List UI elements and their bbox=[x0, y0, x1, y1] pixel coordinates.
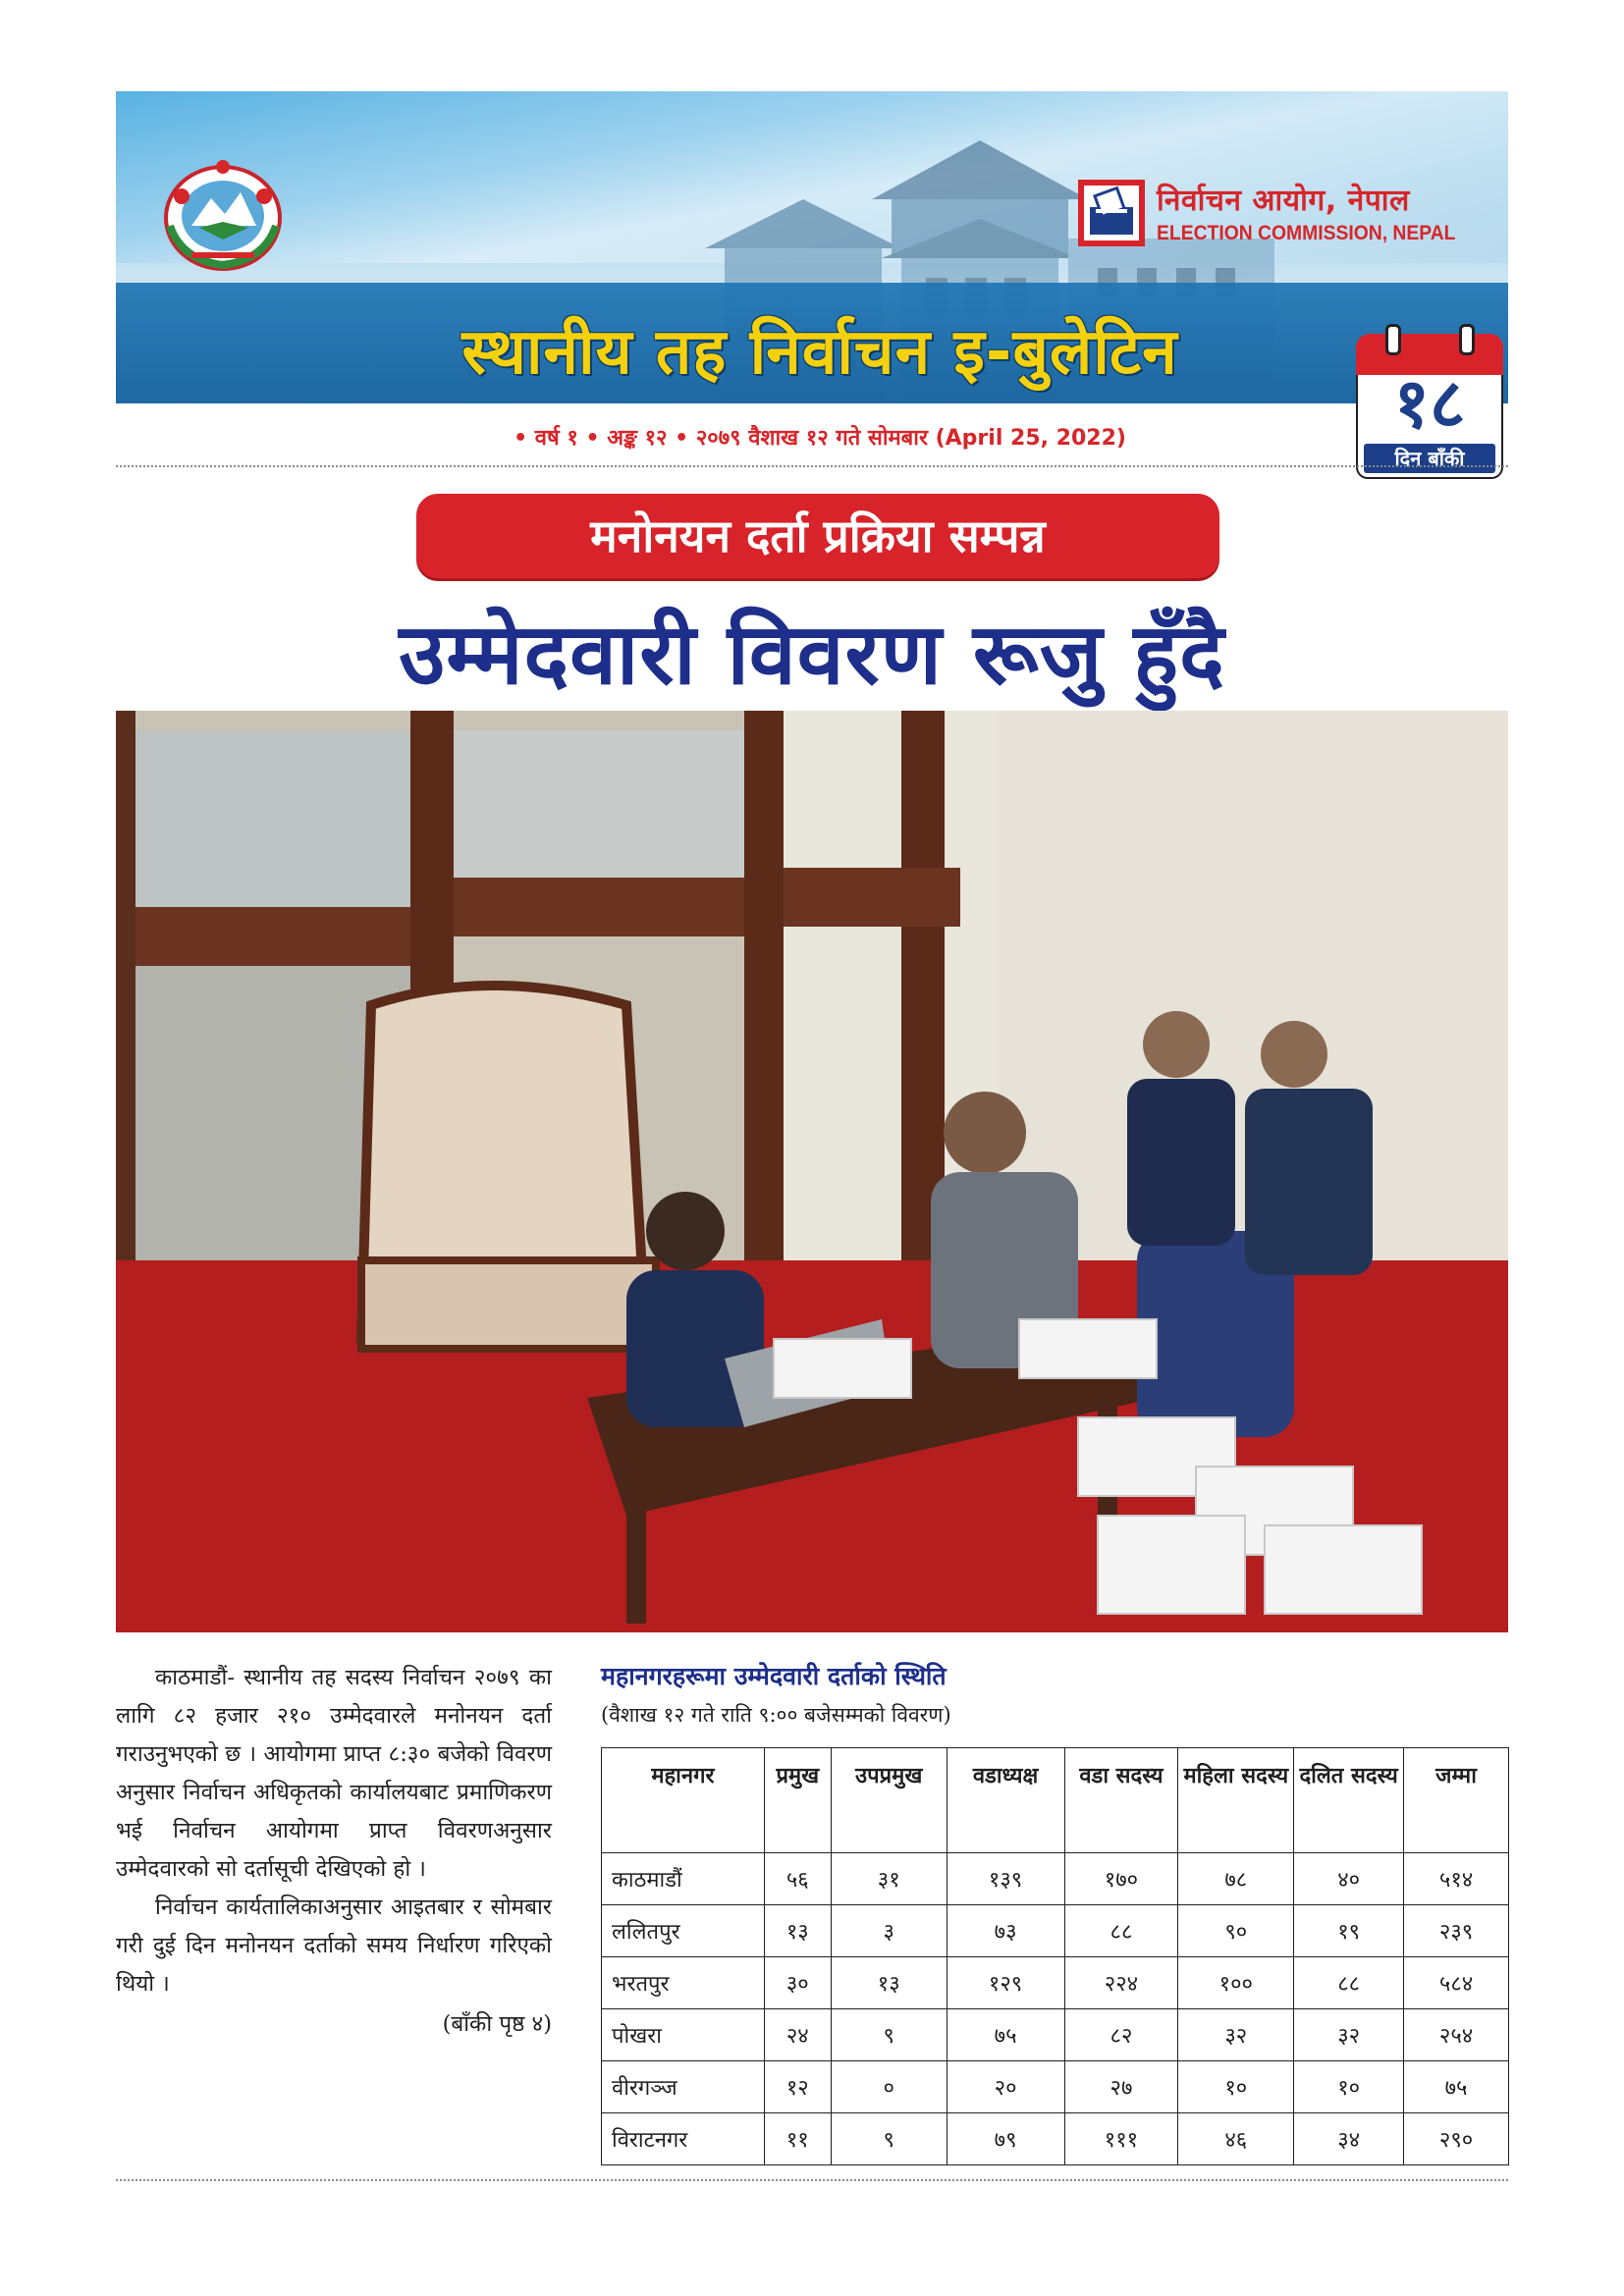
commission-name-english: ELECTION COMMISSION, NEPAL bbox=[1157, 222, 1456, 244]
cell-metropolis: विराटनगर bbox=[602, 2113, 765, 2165]
cell-value: ३१ bbox=[831, 1853, 947, 1905]
cell-value: ३४ bbox=[1294, 2113, 1404, 2165]
column-header: वडा सदस्य bbox=[1064, 1748, 1178, 1853]
table-title: महानगरहरूमा उम्मेदवारी दर्ताको स्थिति bbox=[601, 1662, 947, 1690]
table-row bbox=[602, 1957, 1509, 2009]
cell-value: १३ bbox=[764, 1905, 831, 1957]
table-header-row bbox=[602, 1748, 1509, 1853]
news-photo bbox=[116, 711, 1508, 1632]
column-header: महिला सदस्य bbox=[1178, 1748, 1294, 1853]
cell-value: २४ bbox=[764, 2009, 831, 2061]
cell-value: ९ bbox=[831, 2113, 947, 2165]
cell-metropolis: वीरगञ्ज bbox=[602, 2061, 765, 2113]
metropolis-candidacy-table bbox=[601, 1747, 1509, 2165]
article-body bbox=[116, 1659, 552, 2044]
cell-total: ५१४ bbox=[1404, 1853, 1509, 1905]
cell-metropolis: काठमाडौं bbox=[602, 1853, 765, 1905]
cell-value: १३ bbox=[831, 1957, 947, 2009]
calendar-ring-icon bbox=[1385, 324, 1401, 355]
countdown-days-number: १८ bbox=[1393, 363, 1466, 444]
calendar-ring-icon bbox=[1459, 324, 1475, 355]
cell-value: ५६ bbox=[764, 1853, 831, 1905]
cell-value: ७९ bbox=[947, 2113, 1064, 2165]
bulletin-title: स्थानीय तह निर्वाचन इ-बुलेटिन bbox=[461, 316, 1178, 389]
cell-value: ९ bbox=[831, 2009, 947, 2061]
table-row bbox=[602, 2061, 1509, 2113]
cell-total: २३९ bbox=[1404, 1905, 1509, 1957]
cell-value: ९० bbox=[1178, 1905, 1294, 1957]
countdown-calendar bbox=[1356, 334, 1503, 481]
cell-value: १३९ bbox=[947, 1853, 1064, 1905]
cell-value: ७३ bbox=[947, 1905, 1064, 1957]
cell-value: १२ bbox=[764, 2061, 831, 2113]
issue-info: • वर्ष १ • अङ्क १२ • २०७९ वैशाख १२ गते सोमबार (April 25, 2022) bbox=[514, 426, 1126, 451]
cell-value: ३२ bbox=[1178, 2009, 1294, 2061]
cell-total: ७५ bbox=[1404, 2061, 1509, 2113]
cell-value: ४६ bbox=[1178, 2113, 1294, 2165]
cell-value: १० bbox=[1294, 2061, 1404, 2113]
divider bbox=[116, 465, 1508, 467]
cell-value: २० bbox=[947, 2061, 1064, 2113]
cell-metropolis: भरतपुर bbox=[602, 1957, 765, 2009]
headline: उम्मेदवारी विवरण रूजु हुँदै bbox=[399, 606, 1225, 704]
cell-value: ३ bbox=[831, 1905, 947, 1957]
cell-value: ८८ bbox=[1064, 1905, 1178, 1957]
table-row bbox=[602, 2113, 1509, 2165]
cell-total: ५८४ bbox=[1404, 1957, 1509, 2009]
cell-value: ८२ bbox=[1064, 2009, 1178, 2061]
table-row bbox=[602, 1905, 1509, 1957]
cell-value: ३२ bbox=[1294, 2009, 1404, 2061]
cell-value: १११ bbox=[1064, 2113, 1178, 2165]
cell-value: ७५ bbox=[947, 2009, 1064, 2061]
cell-value: १९ bbox=[1294, 1905, 1404, 1957]
column-header: दलित सदस्य bbox=[1294, 1748, 1404, 1853]
kicker-banner: मनोनयन दर्ता प्रक्रिया सम्पन्न bbox=[416, 494, 1219, 578]
article-paragraph: काठमाडौं- स्थानीय तह सदस्य निर्वाचन २०७९ का लागि ८२ हजार २१० उम्मेदवारले मनोनयन दर्ता गराउनुभएको छ । आयोगमा प्राप्त ८:३० बजेको विवरण अनुसार निर्वाचन अधिकृतको कार्यालयबाट प्रमाणिकरण भई निर्वाचन आयोगमा प्राप्त विवरणअनुसार उम्मेदवारको सो दर्तासूची देखिएको हो । bbox=[116, 1665, 552, 1882]
cell-value: ८८ bbox=[1294, 1957, 1404, 2009]
continued-on-page: (बाँकी पृष्ठ ४) bbox=[442, 2011, 552, 2037]
cell-value: १७० bbox=[1064, 1853, 1178, 1905]
cell-value: १० bbox=[1178, 2061, 1294, 2113]
countdown-days-label: दिन बाँकी bbox=[1364, 444, 1495, 473]
article-paragraph: निर्वाचन कार्यतालिकाअनुसार आइतबार र सोमबार गरी दुई दिन मनोनयन दर्ताको समय निर्धारण गरिएको थियो । bbox=[116, 1895, 552, 1997]
divider bbox=[116, 2179, 1508, 2181]
table-subtitle: (वैशाख १२ गते राति ९:०० बजेसम्मको विवरण) bbox=[601, 1703, 951, 1727]
table-row bbox=[602, 2009, 1509, 2061]
cell-value: ३० bbox=[764, 1957, 831, 2009]
cell-value: ४० bbox=[1294, 1853, 1404, 1905]
nepal-emblem-icon bbox=[162, 157, 285, 273]
column-header: वडाध्यक्ष bbox=[947, 1748, 1064, 1853]
cell-value: १२९ bbox=[947, 1957, 1064, 2009]
cell-metropolis: ललितपुर bbox=[602, 1905, 765, 1957]
table-row bbox=[602, 1853, 1509, 1905]
column-header: प्रमुख bbox=[764, 1748, 831, 1853]
column-header: जम्मा bbox=[1404, 1748, 1509, 1853]
cell-value: ७८ bbox=[1178, 1853, 1294, 1905]
cell-value: २२४ bbox=[1064, 1957, 1178, 2009]
cell-value: १०० bbox=[1178, 1957, 1294, 2009]
cell-value: ० bbox=[831, 2061, 947, 2113]
commission-name-nepali: निर्वाचन आयोग, नेपाल bbox=[1157, 184, 1410, 218]
column-header: महानगर bbox=[602, 1748, 765, 1853]
cell-value: २७ bbox=[1064, 2061, 1178, 2113]
cell-metropolis: पोखरा bbox=[602, 2009, 765, 2061]
column-header: उपप्रमुख bbox=[831, 1748, 947, 1853]
cell-total: २५४ bbox=[1404, 2009, 1509, 2061]
cell-total: २९० bbox=[1404, 2113, 1509, 2165]
election-commission-logo-icon bbox=[1078, 180, 1145, 246]
cell-value: ११ bbox=[764, 2113, 831, 2165]
